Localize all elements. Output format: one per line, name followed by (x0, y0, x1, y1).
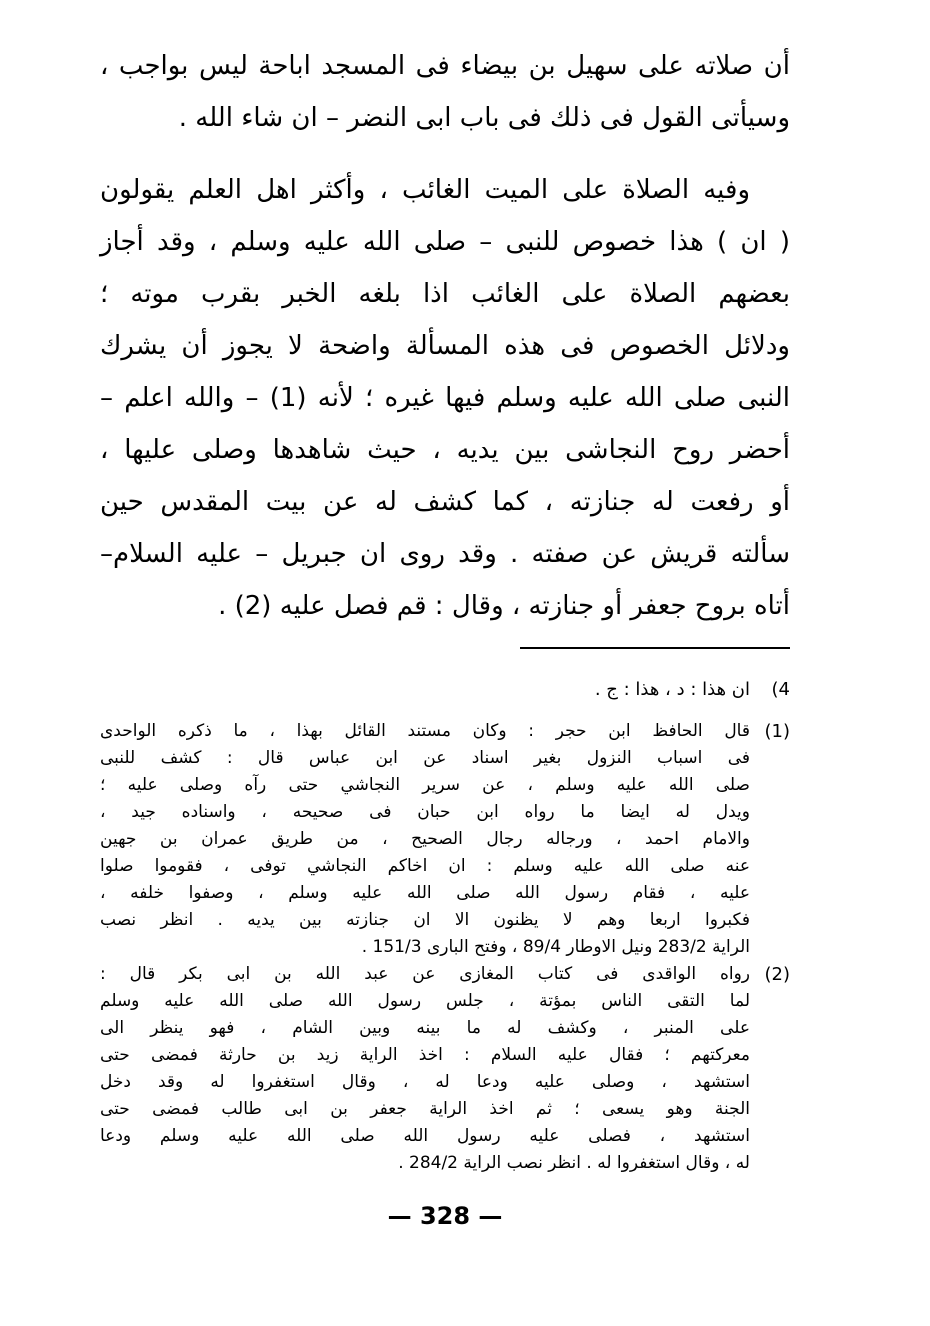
footnote-line: فكبروا اربعا وهم لا يظنون الا ان جنازته بين يديه . انظر نصب (100, 910, 750, 930)
footnote-line: ان هذا : د ، هذا : ج . (594, 679, 750, 700)
footnote-line: رواه الواقدى فى كتاب المغازى عن عبد الله بن ابى بكر قال : (100, 964, 750, 984)
text-line: أحضر روح النجاشى بين يديه ، حيث شاهدها وصلى عليها ، (100, 435, 790, 465)
footnote-line: فى اسباب النزول بغير اسناد عن ابن عباس قال : كشف للنبى (100, 748, 750, 768)
text-line: وفيه الصلاة على الميت الغائب ، وأكثر اهل العلم يقولون (100, 175, 750, 205)
text-line: بعضهم الصلاة على الغائب اذا بلغه الخبر بقرب موته ؛ (100, 279, 790, 309)
footnote-line: قال الحافظ ابن حجر : وكان مستند القائل بهذا ، ما ذكره الواحدى (100, 721, 750, 741)
text-line: ودلائل الخصوص فى هذه المسألة واضحة لا يجوز أن يشرك (100, 331, 790, 361)
footnote-line: لما التقى الناس بمؤتة ، جلس رسول الله صلى الله عليه وسلم (100, 991, 750, 1011)
footnote-line: الراية 283/2 ونيل الاوطار 89/4 ، وفتح البارى 151/3 . (361, 937, 750, 957)
page-number: — 328 — (387, 1202, 503, 1230)
text-line: النبى صلى الله عليه وسلم فيها غيره ؛ لأنه (1) – والله اعلم – (100, 383, 790, 413)
footnote-line: والامام احمد ، ورجاله رجال الصحيح ، من طريق عمران بن جهين (100, 829, 750, 849)
footnote-line: استشهد ، وصلى عليه ودعا له ، وقال استغفروا له وقد دخل (100, 1072, 750, 1092)
text-line: ( ان ) هذا خصوص للنبى – صلى الله عليه وسلم ، وقد أجاز (100, 227, 790, 257)
text-line: وسيأتى القول فى ذلك فى باب ابى النضر – ان شاء الله . (178, 103, 790, 133)
footnote-divider (520, 647, 790, 649)
footnote-mark: (1) (764, 721, 790, 742)
footnote-line: ويدل له ايضا ما رواه ابن حبان فى صحيحه ، واسناده جيد ، (100, 802, 750, 822)
footnote-line: الجنة وهو يسعى ؛ ثم اخذ الراية جعفر بن ابى طالب فمضى حتى (100, 1099, 750, 1119)
footnote-variant (100, 676, 790, 704)
footnote-line: عنه صلى الله عليه وسلم : ان اخاكم النجاشي توفى ، فقوموا صلوا (100, 856, 750, 876)
footnote-line: على المنبر ، وكشف له ما بينه وبين الشام ، فهو ينظر الى (100, 1018, 750, 1038)
footnote-mark: (2) (764, 964, 790, 985)
footnote-line: معركتهم ؛ فقال عليه السلام : اخذ الراية زيد بن حارثة فمضى حتى (100, 1045, 750, 1065)
footnote-line: صلى الله عليه وسلم ، عن سرير النجاشي حتى رآه وصلى عليه ؛ (100, 775, 750, 795)
footnote-line: له ، وقال استغفروا له . انظر نصب الراية 284/2 . (398, 1153, 750, 1173)
footnote-line: عليه ، فقام رسول الله صلى الله عليه وسلم ، وصفوا خلفه ، (100, 883, 750, 903)
text-line: سألته قريش عن صفته . وقد روى ان جبريل – عليه السلام– (100, 539, 790, 569)
footnote-2 (100, 961, 790, 1177)
main-text (100, 40, 790, 632)
footnote-1 (100, 718, 790, 961)
footnote-line: استشهد ، فصلى عليه رسول الله صلى الله عليه وسلم ودعا (100, 1126, 750, 1146)
text-line: أتاه بروح جعفر أو جنازته ، وقال : قم فصل عليه (2) . (218, 591, 790, 621)
footnote-mark: 4) (771, 679, 790, 700)
text-line: أن صلاته على سهيل بن بيضاء فى المسجد اباحة ليس بواجب ، (100, 51, 790, 81)
text-line: أو رفعت له جنازته ، كما كشف له عن بيت المقدس حين (100, 487, 790, 517)
document-page (100, 40, 790, 1290)
footnotes (100, 662, 790, 1177)
